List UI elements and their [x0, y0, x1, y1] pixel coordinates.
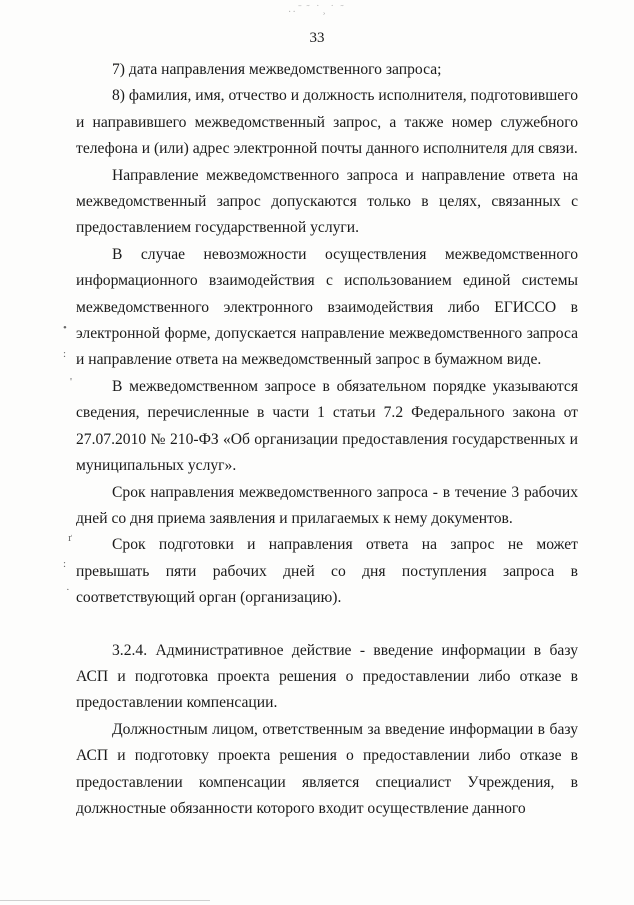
paragraph: В межведомственном запросе в обязательном порядке указываются сведения, перечисленные в части 1 статьи 7.2 Федерального закона от 27.07.2010 № 210-ФЗ «Об организации предоставления государственных и муниципальных услуг». — [76, 377, 578, 475]
scan-edge-line — [0, 900, 210, 901]
margin-mark: • — [63, 322, 67, 334]
margin-mark: : — [63, 348, 67, 360]
paragraph: Направление межведомственного запроса и направление ответа на межведомственный запрос допускаются только в целях, связанных с предоставлением государственной услуги. — [76, 166, 578, 237]
paragraph: Срок подготовки и направления ответа на запрос не может превышать пяти рабочих дней со дня поступления запроса в соответствующий орган (организацию). — [76, 536, 578, 607]
paragraph: Срок направления межведомственного запроса - в течение 3 рабочих дней со дня приема заявления и прилагаемых к нему документов. — [76, 483, 578, 527]
page-number: 33 — [309, 30, 325, 46]
scan-artifact: .. ̄ ˜ ˙ ̧ ˙ ˜ — [288, 4, 346, 15]
paragraph: 7) дата направления межведомственного запроса; — [112, 61, 442, 78]
section-heading-paragraph: 3.2.4. Административное действие - введение информации в базу АСП и подготовка проекта решения о предоставлении либо отказе в предоставлении компенсации. — [76, 641, 578, 712]
paragraph: 8) фамилия, имя, отчество и должность исполнителя, подготовившего и направившего межведомственный запрос, а также номер служебного телефона и (или) адрес электронной почты данного исполнителя для связи. — [76, 87, 578, 158]
margin-mark: · — [66, 584, 70, 596]
margin-mark: : — [63, 558, 67, 570]
body-text — [76, 57, 578, 822]
margin-mark: ґ — [68, 532, 72, 544]
margin-mark: ' — [70, 376, 72, 388]
paragraph: Должностным лицом, ответственным за введение информации в базу АСП и подготовку проекта решения о предоставлении либо отказе в предоставлении компенсации является специалист Учреждения, в должностные обязанности которого входит осуществление данного — [76, 720, 578, 817]
paragraph: В случае невозможности осуществления межведомственного информационного взаимодействия с использованием единой системы межведомственного электронного взаимодействия либо ЕГИССО в электронной форме, допускается направление межведомственного запроса и направление ответа на межведомственный запрос в бумажном виде. — [76, 245, 578, 369]
